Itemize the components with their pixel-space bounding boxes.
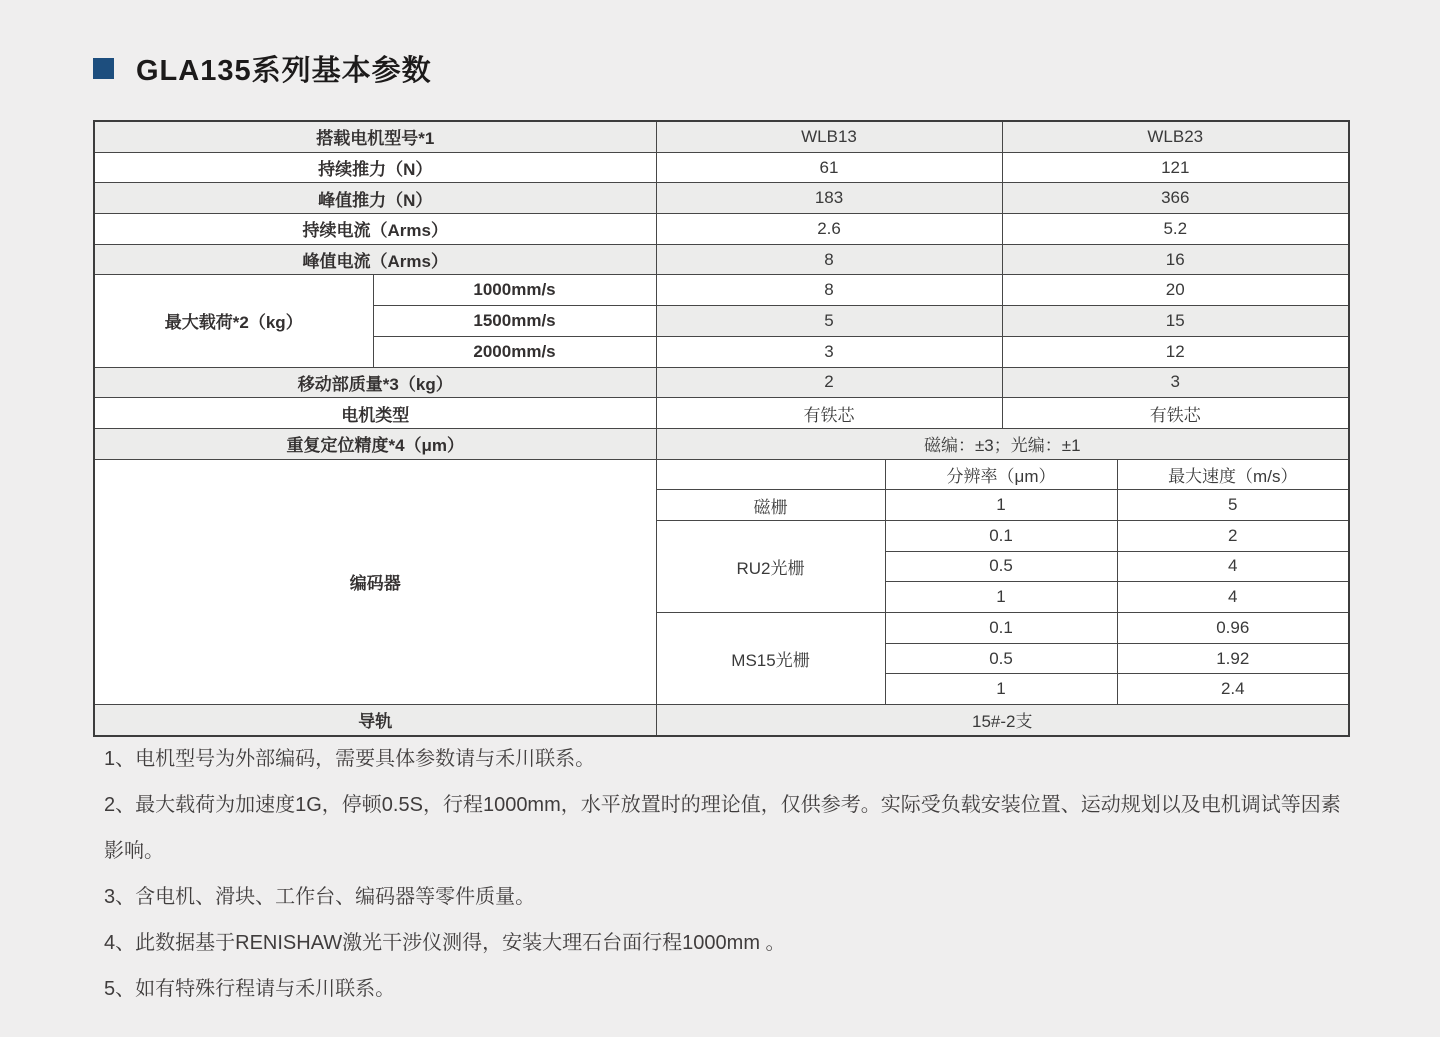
footnote-4: 4、此数据基于RENISHAW激光干涉仪测得，安装大理石台面行程1000mm 。: [104, 932, 786, 954]
motor-model-label: 搭载电机型号*1: [94, 121, 656, 152]
max-load-wlb13: 5: [656, 306, 1002, 337]
encoder-maxspeed-value: 4: [1117, 551, 1349, 582]
repeatability-label: 重复定位精度*4（μm）: [94, 428, 656, 459]
table-row: [94, 705, 1349, 736]
max-load-speed-label: 2000mm/s: [373, 336, 656, 367]
table-row: [94, 275, 1349, 306]
moving-mass-wlb23: 3: [1002, 367, 1349, 398]
footnotes: [104, 736, 1354, 1012]
max-load-speed-label: 1500mm/s: [373, 306, 656, 337]
cont-current-wlb13: 2.6: [656, 214, 1002, 245]
encoder-empty-cell: [656, 459, 885, 490]
encoder-group-name: 磁栅: [656, 490, 885, 521]
repeatability-value: 磁编：±3；光编：±1: [656, 428, 1349, 459]
encoder-group-name: MS15光栅: [656, 613, 885, 705]
encoder-resolution-value: 1: [885, 490, 1117, 521]
motor-type-wlb23: 有铁芯: [1002, 398, 1349, 429]
cont-thrust-wlb23: 121: [1002, 152, 1349, 183]
encoder-maxspeed-header: 最大速度（m/s）: [1117, 459, 1349, 490]
table-row: [94, 459, 1349, 490]
peak-current-wlb23: 16: [1002, 244, 1349, 275]
peak-thrust-wlb13: 183: [656, 183, 1002, 214]
guide-rail-label: 导轨: [94, 705, 656, 736]
peak-current-label: 峰值电流（Arms）: [94, 244, 656, 275]
cont-thrust-wlb13: 61: [656, 152, 1002, 183]
footnote-5: 5、如有特殊行程请与禾川联系。: [104, 978, 396, 1000]
table-row: [94, 398, 1349, 429]
cont-current-wlb23: 5.2: [1002, 214, 1349, 245]
encoder-maxspeed-value: 1.92: [1117, 643, 1349, 674]
page-title: GLA135系列基本参数: [136, 55, 432, 87]
table-row: [94, 214, 1349, 245]
moving-mass-label: 移动部质量*3（kg）: [94, 367, 656, 398]
moving-mass-wlb13: 2: [656, 367, 1002, 398]
footnote-2: 2、最大载荷为加速度1G，停顿0.5S，行程1000mm，水平放置时的理论值，仅供参考。实际受负载安装位置、运动规划以及电机调试等因素影响。: [104, 794, 1341, 862]
table-row: [94, 183, 1349, 214]
max-load-label: 最大载荷*2（kg）: [94, 275, 373, 367]
max-load-speed-label: 1000mm/s: [373, 275, 656, 306]
encoder-maxspeed-value: 2.4: [1117, 674, 1349, 705]
peak-thrust-wlb23: 366: [1002, 183, 1349, 214]
encoder-maxspeed-value: 5: [1117, 490, 1349, 521]
spec-table: [93, 120, 1350, 737]
table-row: [94, 121, 1349, 152]
table-row: [94, 152, 1349, 183]
peak-thrust-label: 峰值推力（N）: [94, 183, 656, 214]
max-load-wlb13: 8: [656, 275, 1002, 306]
peak-current-wlb13: 8: [656, 244, 1002, 275]
encoder-maxspeed-value: 0.96: [1117, 613, 1349, 644]
encoder-resolution-value: 0.5: [885, 551, 1117, 582]
encoder-resolution-value: 1: [885, 674, 1117, 705]
table-row: [94, 244, 1349, 275]
motor-model-wlb23: WLB23: [1002, 121, 1349, 152]
footnote-3: 3、含电机、滑块、工作台、编码器等零件质量。: [104, 886, 536, 908]
encoder-resolution-value: 0.5: [885, 643, 1117, 674]
encoder-resolution-value: 1: [885, 582, 1117, 613]
encoder-resolution-value: 0.1: [885, 520, 1117, 551]
encoder-resolution-value: 0.1: [885, 613, 1117, 644]
table-row: [94, 367, 1349, 398]
encoder-resolution-header: 分辨率（μm）: [885, 459, 1117, 490]
motor-type-label: 电机类型: [94, 398, 656, 429]
motor-type-wlb13: 有铁芯: [656, 398, 1002, 429]
encoder-group-name: RU2光栅: [656, 520, 885, 612]
cont-current-label: 持续电流（Arms）: [94, 214, 656, 245]
table-row: [94, 428, 1349, 459]
max-load-wlb23: 20: [1002, 275, 1349, 306]
guide-rail-value: 15#-2支: [656, 705, 1349, 736]
encoder-label: 编码器: [94, 459, 656, 705]
max-load-wlb23: 15: [1002, 306, 1349, 337]
encoder-maxspeed-value: 4: [1117, 582, 1349, 613]
section-title: [93, 48, 432, 89]
max-load-wlb23: 12: [1002, 336, 1349, 367]
cont-thrust-label: 持续推力（N）: [94, 152, 656, 183]
motor-model-wlb13: WLB13: [656, 121, 1002, 152]
encoder-maxspeed-value: 2: [1117, 520, 1349, 551]
footnote-1: 1、电机型号为外部编码，需要具体参数请与禾川联系。: [104, 748, 596, 770]
square-bullet-icon: [93, 58, 114, 79]
max-load-wlb13: 3: [656, 336, 1002, 367]
